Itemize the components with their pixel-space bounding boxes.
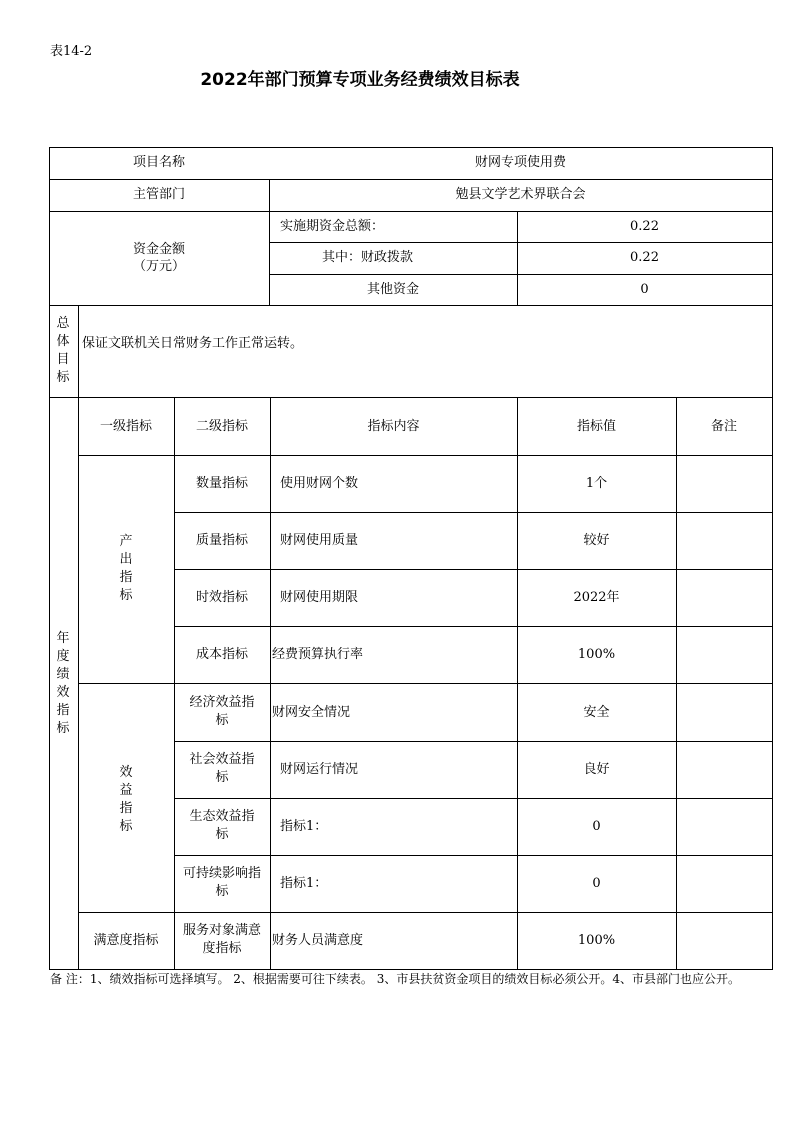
funds-label: 资金金额 <box>132 242 185 257</box>
row-content: 指标1： <box>280 819 328 834</box>
row-level2: 时效指标 <box>195 590 248 605</box>
row-level2: 经济效益指标 <box>189 695 255 728</box>
row-value: 100% <box>577 647 616 662</box>
project-name-value: 财网专项使用费 <box>474 155 566 170</box>
row-level2: 成本指标 <box>195 647 248 662</box>
row-content: 财网运行情况 <box>280 762 359 777</box>
row-value: 1个 <box>585 476 608 491</box>
funds-total-label: 实施期资金总额： <box>280 219 385 234</box>
row-level2: 服务对象满意度指标 <box>182 923 261 956</box>
row-content: 财务人员满意度 <box>272 933 364 948</box>
row-level2: 质量指标 <box>195 533 248 548</box>
annual-indicators-label: 年度绩效指标 <box>56 631 70 736</box>
row-level2: 社会效益指标 <box>189 752 255 785</box>
funds-fiscal-label: 其中：财政拨款 <box>322 250 414 265</box>
row-content: 财网安全情况 <box>272 705 351 720</box>
department-value: 勉县文学艺术界联合会 <box>455 187 586 202</box>
row-content: 指标1： <box>280 876 328 891</box>
row-value: 良好 <box>583 762 610 777</box>
group-satisfaction: 满意度指标 <box>93 933 159 948</box>
row-content: 使用财网个数 <box>280 476 359 491</box>
row-value: 0 <box>592 876 601 891</box>
row-level2: 数量指标 <box>195 476 248 491</box>
header-level1: 一级指标 <box>99 419 152 434</box>
header-content: 指标内容 <box>367 419 420 434</box>
row-content: 财网使用期限 <box>280 590 359 605</box>
group-output: 产出指标 <box>119 534 133 603</box>
header-value: 指标值 <box>576 419 616 434</box>
row-level2: 可持续影响指标 <box>182 866 261 899</box>
department-label: 主管部门 <box>132 187 185 202</box>
row-value: 100% <box>577 933 616 948</box>
form-code: 表14-2 <box>50 44 93 59</box>
funds-unit: （万元） <box>132 259 185 274</box>
row-value: 2022年 <box>573 590 620 605</box>
funds-fiscal-value: 0.22 <box>630 250 659 265</box>
header-level2: 二级指标 <box>195 419 248 434</box>
overall-goal-label: 总体目标 <box>56 316 70 385</box>
row-value: 较好 <box>583 533 610 548</box>
page-title: 2022年部门预算专项业务经费绩效目标表 <box>200 70 520 90</box>
funds-other-label: 其他资金 <box>366 282 419 297</box>
row-level2: 生态效益指标 <box>189 809 255 842</box>
funds-total-value: 0.22 <box>630 219 659 234</box>
group-benefit: 效益指标 <box>119 765 133 834</box>
overall-goal-text: 保证文联机关日常财务工作正常运转。 <box>82 336 304 351</box>
row-content: 财网使用质量 <box>280 533 359 548</box>
funds-other-value: 0 <box>640 282 649 297</box>
footnote: 备 注：1、绩效指标可选择填写。 2、根据需要可往下续表。 3、市县扶贫资金项目的绩效目标必须公开。4、市县部门也应公开。 <box>50 972 740 986</box>
row-value: 0 <box>592 819 601 834</box>
header-remark: 备注 <box>710 419 737 434</box>
row-value: 安全 <box>583 705 610 720</box>
row-content: 经费预算执行率 <box>272 647 364 662</box>
project-name-label: 项目名称 <box>132 155 185 170</box>
